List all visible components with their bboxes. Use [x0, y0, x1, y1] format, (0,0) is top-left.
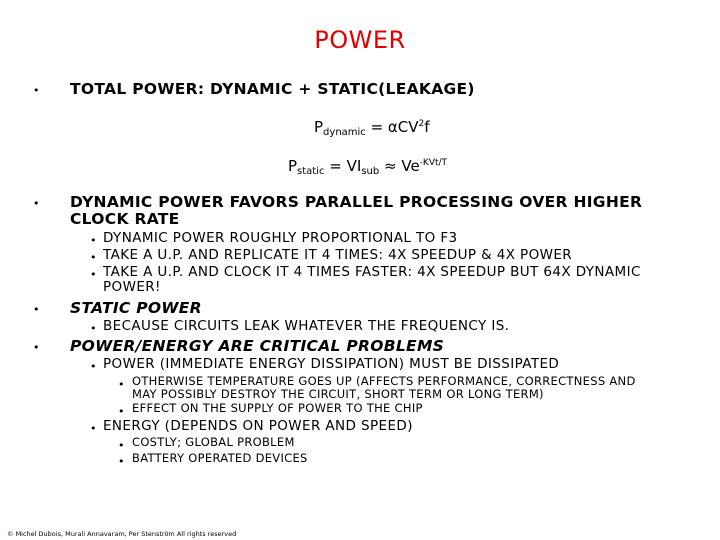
bullet-2c-marker: •: [90, 268, 97, 281]
dynamic-power-equation: $P_{dynamic} = \alpha CV^2f$: [314, 118, 430, 138]
bullet-3a-text: BECAUSE CIRCUITS LEAK WHATEVER THE FREQUENCY IS.: [103, 318, 510, 334]
bullet-4a-marker: •: [90, 360, 97, 373]
bullet-4a2-marker: •: [118, 405, 125, 418]
bullet-2a-text: DYNAMIC POWER ROUGHLY PROPORTIONAL TO F3: [103, 230, 458, 246]
bullet-1-marker: •: [33, 84, 40, 97]
bullet-4-text: POWER/ENERGY ARE CRITICAL PROBLEMS: [70, 337, 445, 355]
bullet-3-text: STATIC POWER: [70, 299, 202, 317]
static-power-equation: $P_{static} = VI_{sub} \approx Ve^{-KVt/T}$: [288, 157, 448, 177]
bullet-3-marker: •: [33, 303, 40, 316]
slide-title: POWER: [314, 26, 406, 54]
bullet-4a1-marker: •: [118, 378, 125, 391]
bullet-4b-marker: •: [90, 422, 97, 435]
bullet-4a2-text: EFFECT ON THE SUPPLY OF POWER TO THE CHIP: [132, 401, 423, 415]
bullet-2-line2: CLOCK RATE: [70, 210, 180, 228]
bullet-2-line1: DYNAMIC POWER FAVORS PARALLEL PROCESSING OVER HIGHER: [70, 193, 643, 211]
bullet-3a-marker: •: [90, 322, 97, 335]
bullet-4b2-text: BATTERY OPERATED DEVICES: [132, 451, 308, 465]
bullet-1-text: TOTAL POWER: DYNAMIC + STATIC(LEAKAGE): [70, 80, 475, 98]
bullet-4-marker: •: [33, 341, 40, 354]
bullet-2c-text: TAKE A U.P. AND CLOCK IT 4 TIMES FASTER: 4X SPEEDUP BUT 64X DYNAMIC: [103, 264, 641, 280]
copyright-footer: © Michel Dubois, Murali Annavaram, Per Stenström All rights reserved: [7, 530, 237, 538]
bullet-2b-text: TAKE A U.P. AND REPLICATE IT 4 TIMES: 4X SPEEDUP & 4X POWER: [103, 247, 573, 263]
bullet-2-marker: •: [33, 197, 40, 210]
bullet-2a-marker: •: [90, 234, 97, 247]
bullet-4b1-marker: •: [118, 439, 125, 452]
bullet-4b2-marker: •: [118, 455, 125, 468]
bullet-2b-marker: •: [90, 251, 97, 264]
bullet-4a-text: POWER (IMMEDIATE ENERGY DISSIPATION) MUST BE DISSIPATED: [103, 356, 560, 372]
bullet-2c-text-cont: POWER!: [103, 279, 161, 295]
bullet-4a1-text: OTHERWISE TEMPERATURE GOES UP (AFFECTS PERFORMANCE, CORRECTNESS AND: [132, 374, 636, 388]
bullet-4b1-text: COSTLY; GLOBAL PROBLEM: [132, 435, 295, 449]
bullet-4a1-text-cont: MAY POSSIBLY DESTROY THE CIRCUIT, SHORT TERM OR LONG TERM): [132, 387, 544, 401]
bullet-4b-text: ENERGY (DEPENDS ON POWER AND SPEED): [103, 418, 413, 434]
